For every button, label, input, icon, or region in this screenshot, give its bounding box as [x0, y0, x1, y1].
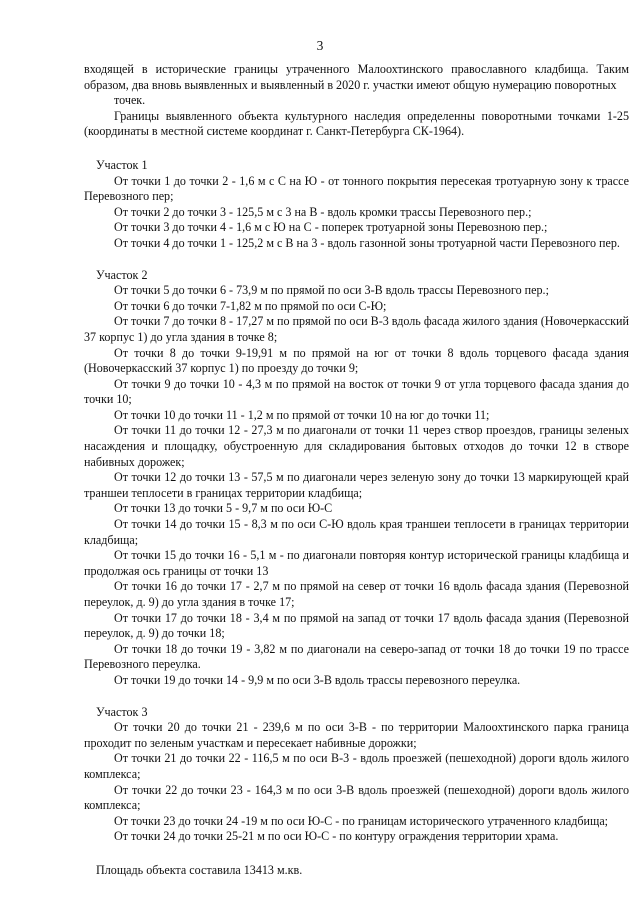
boundary-segment: От точки 3 до точки 4 - 1,6 м с Ю на С - поперек тротуарной зоны Перевозною пер.;: [114, 220, 548, 235]
boundary-segment: От точки 11 до точки 12 - 27,3 м по диагонали от точки 11 через створ проездов, границы зеленых насаждения и площадку, обустроенную для складирования бытовых отходов до точки 12 в створе набивных дорожек;: [84, 423, 629, 469]
boundary-segment: От точки 6 до точки 7-1,82 м по прямой по оси С-Ю;: [114, 298, 387, 313]
boundary-segment: От точки 1 до точки 2 - 1,6 м с С на Ю - от тонного покрытия пересекая тротуарную зону к трассе Перевозного пер;: [84, 173, 629, 204]
page-number: 3: [316, 38, 324, 53]
boundary-segment: От точки 4 до точки 1 - 125,2 м с В на 3 - вдоль газонной зоны тротуарной части Перевозного пер.: [114, 235, 620, 250]
boundary-segment: От точки 20 до точки 21 - 239,6 м по оси 3-В - по территории Малоохтинского парка граница проходит по зеленым участкам и пересекает набивные дорожки;: [84, 720, 629, 750]
boundary-segment: От точки 22 до точки 23 - 164,3 м по оси 3-В вдоль проезжей (пешеходной) дороги вдоль жилого комплекса;: [84, 782, 629, 813]
boundary-segment: От точки 19 до точки 14 - 9,9 м по оси 3-В вдоль трассы перевозного переулка.: [114, 672, 521, 687]
intro-paragraph-end: точек.: [114, 93, 146, 108]
intro-paragraph: входящей в исторические границы утраченного Малоохтинского православного кладбища. Таким образом, два вновь выявленных и выявленный в 2020 г. участки имеют общую нумерацию поворотных: [84, 62, 629, 92]
boundary-segment: От точки 18 до точки 19 - 3,82 м по диагонали на северо-запад от точки 18 до точки 19 по трассе Перевозного переулка.: [84, 641, 629, 672]
boundary-segment: От точки 14 до точки 15 - 8,3 м по оси С-Ю вдоль края траншеи теплосети в границах территории кладбища;: [84, 517, 629, 547]
section-2-list: [84, 283, 629, 688]
boundary-segment: От точки 15 до точки 16 - 5,1 м - по диагонали повторяя контур исторической границы кладбища и продолжая ось границы от точки 13: [84, 548, 629, 578]
area-statement: Площадь объекта составила 13413 м.кв.: [96, 862, 303, 877]
boundary-segment: От точки 23 до точки 24 -19 м по оси Ю-С - по границам исторического утраченного кладбища;: [114, 813, 609, 828]
boundary-segment: От точки 2 до точки 3 - 125,5 м с 3 на В - вдоль кромки трассы Перевозного пер.;: [114, 204, 532, 219]
section-3-list: [84, 720, 629, 845]
boundary-segment: От точки 8 до точки 9-19,91 м по прямой на юг от точки 8 вдоль торцевого фасада здания (Новочеркасский 37 корпус 1) по проезду до точки 9;: [84, 345, 629, 376]
boundary-segment: От точки 17 до точки 18 - 3,4 м по прямой на запад от точки 17 вдоль фасада здания (Перевозной переулок, д. 9) до точки 18;: [84, 610, 629, 641]
boundary-segment: От точки 21 до точки 22 - 116,5 м по оси В-3 - вдоль проезжей (пешеходной) дороги вдоль жилого комплекса;: [84, 751, 629, 781]
section-title: Участок 3: [96, 704, 148, 719]
boundary-segment: От точки 12 до точки 13 - 57,5 м по диагонали через зеленую зону до точки 13 маркирующей край траншеи теплосети в границах территории кладбища;: [84, 470, 629, 500]
boundary-segment: От точки 10 до точки 11 - 1,2 м по прямой от точки 10 на юг до точки 11;: [114, 407, 490, 422]
section-1-list: [84, 174, 629, 252]
boundary-segment: От точки 9 до точки 10 - 4,3 м по прямой на восток от точки 9 от угла торцевого фасада здания до точки 10;: [84, 376, 629, 407]
boundaries-paragraph: Границы выявленного объекта культурного наследия определенны поворотными точками 1-25 (координаты в местной системе координат г. Санкт-Петербурга СК-1964).: [84, 108, 629, 139]
boundary-segment: От точки 13 до точки 5 - 9,7 м по оси Ю-С: [114, 501, 333, 516]
boundary-segment: От точки 7 до точки 8 - 17,27 м по прямой по оси В-3 вдоль фасада жилого здания (Новочеркасский 37 корпус 1) до угла здания в точке 8;: [84, 314, 629, 344]
section-title: Участок 2: [96, 267, 148, 282]
section-title: Участок 1: [96, 157, 148, 172]
document-body: [84, 62, 629, 879]
boundary-segment: От точки 24 до точки 25-21 м по оси Ю-С - по контуру ограждения территории храма.: [114, 829, 559, 844]
boundary-segment: От точки 16 до точки 17 - 2,7 м по прямой на север от точки 16 вдоль фасада здания (Перевозной переулок, д. 9) до угла здания в точке 17;: [84, 579, 629, 609]
boundary-segment: От точки 5 до точки 6 - 73,9 м по прямой по оси 3-В вдоль трассы Перевозного пер.;: [114, 283, 549, 298]
